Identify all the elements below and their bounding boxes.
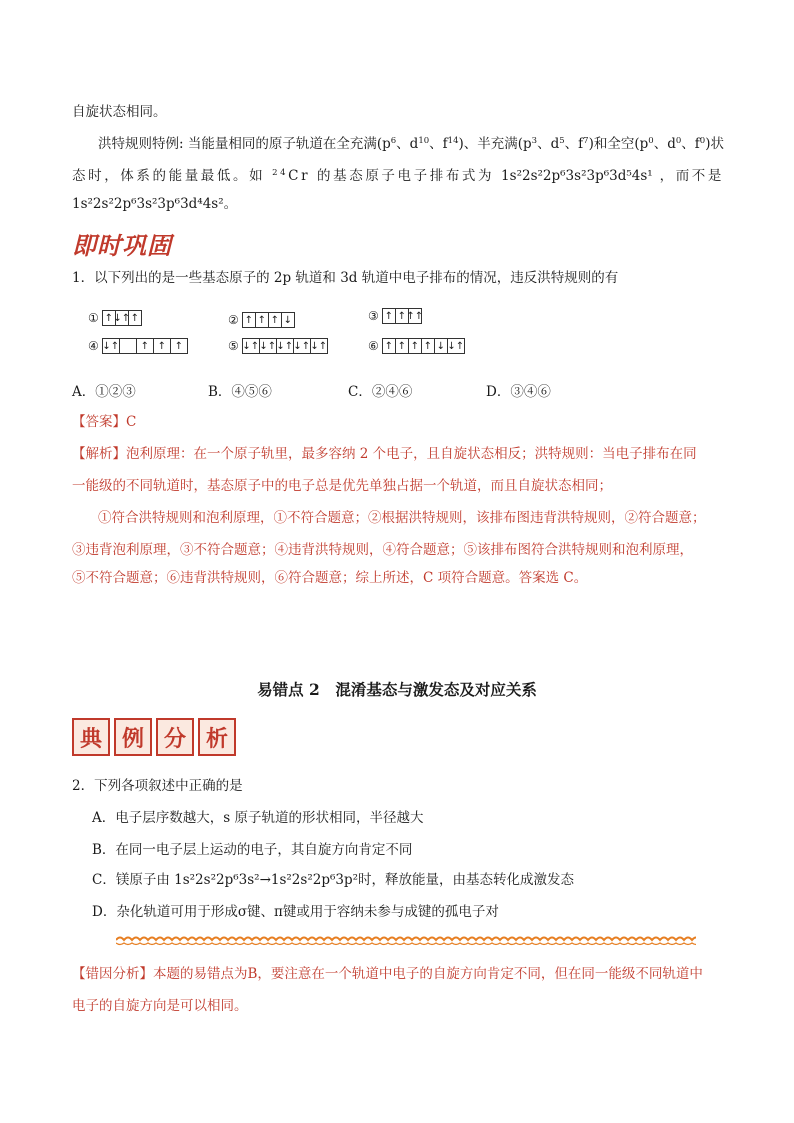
orbital-box: ↑: [154, 338, 171, 354]
orbital-box: ↑: [422, 338, 435, 354]
orbital-box: ↓↑: [260, 338, 277, 354]
diagram-number: ⑥: [368, 339, 379, 353]
q1-answer: [72, 412, 136, 432]
answer-value: C: [126, 414, 137, 430]
orbital-box: ↑: [396, 308, 409, 324]
q1-option-c: C．②④⑥: [348, 384, 413, 400]
badge-char: 分: [156, 718, 194, 756]
orbital-diagram-5: [228, 338, 328, 354]
error-analysis-label: 【错因分析】: [72, 966, 153, 982]
orbital-box: ↑: [409, 338, 422, 354]
q1-option-d: D．③④⑥: [486, 384, 551, 400]
orbital-box: ↑: [396, 338, 409, 354]
orbital-box: [120, 338, 137, 354]
orbital-box: ↑: [269, 312, 282, 328]
orbital-box: ↑: [242, 312, 256, 328]
error-analysis-line-1: 【错因分析】本题的易错点为B，要注意在一个轨道中电子的自旋方向肯定不同，但在同一能级不同轨道中: [72, 966, 703, 982]
section-2-title: 易错点 2 混淆基态与激发态及对应关系: [257, 680, 537, 699]
orbital-box: ↓↑: [277, 338, 294, 354]
badge-char: 例: [114, 718, 152, 756]
badge-char: 析: [198, 718, 236, 756]
diagram-number: ②: [228, 313, 239, 327]
orbital-diagram-6: [368, 338, 465, 354]
hund-exception-line-1: 洪特规则特例: 当能量相同的原子轨道在全充满($p^6$、$d^{10}$、$f^{14}$)、半充满($p^3$、$d^5$、$f^7$)和全空($p^0$、$d^0$、$f^0$)状: [98, 136, 724, 152]
q1-analysis-line-1: 【解析】泡利原理：在一个原子轨里，最多容纳 2 个电子，且自旋状态相反；洪特规则：当电子排布在同: [72, 446, 697, 462]
orbital-diagram-4: [88, 338, 188, 354]
orbital-diagram-3: [368, 308, 422, 324]
q2-stem: 2．下列各项叙述中正确的是: [72, 778, 243, 794]
diagram-number: ①: [88, 311, 99, 325]
orbital-box: ↑: [102, 310, 116, 326]
q1-analysis-line-3: ①符合洪特规则和泡利原理，①不符合题意；②根据洪特规则，该排布图违背洪特规则，②符合题意；: [98, 510, 706, 526]
orbital-box: ↓↑: [448, 338, 465, 354]
badge-char: 典: [72, 718, 110, 756]
error-analysis-line-2: 电子的自旋方向是可以相同。: [72, 998, 248, 1014]
wavy-divider: [116, 934, 696, 946]
q2-option-c: C．镁原子由 1s²2s²2p⁶3s²→1s²2s²2p⁶3p²时，释放能量，由基态转化成激发态: [92, 872, 575, 888]
orbital-box: ↓↑: [116, 310, 129, 326]
hund-exception-line-2: 态时，体系的能量最低。如 $^{24}$Cr 的基态原子电子排布式为 1s²2s²2p⁶3s²3p⁶3d⁵4s¹ ，而不是: [72, 168, 725, 184]
orbital-box: ↑: [382, 308, 396, 324]
orbital-box: ↑: [171, 338, 188, 354]
orbital-box: ↑: [256, 312, 269, 328]
q1-analysis-line-4: ③违背泡利原理，③不符合题意；④违背洪特规则，④符合题意；⑤该排布图符合洪特规则和泡利原理，: [72, 542, 693, 558]
q1-analysis-line-5: ⑤不符合题意；⑥违背洪特规则，⑥符合题意；综上所述，C 项符合题意。答案选 C。: [72, 570, 588, 586]
diagram-number: ⑤: [228, 339, 239, 353]
q2-option-a: A．电子层序数越大，s 原子轨道的形状相同，半径越大: [92, 810, 424, 826]
q1-option-a: A．①②③: [72, 384, 136, 400]
orbital-box: ↑↑: [409, 308, 422, 324]
answer-label: 【答案】: [72, 414, 126, 430]
orbital-box: ↑: [382, 338, 396, 354]
instant-review-badge: 即时巩固: [72, 232, 172, 260]
orbital-box: ↓: [435, 338, 448, 354]
orbital-diagram-1: [88, 310, 142, 326]
q1-analysis-line-2: 一能级的不同轨道时，基态原子中的电子总是优先单独占据一个轨道，而且自旋状态相同；: [72, 478, 612, 494]
q2-option-d: D．杂化轨道可用于形成σ键、π键或用于容纳未参与成键的孤电子对: [92, 904, 499, 920]
orbital-box: ↓↑: [242, 338, 260, 354]
orbital-box: ↑: [137, 338, 154, 354]
diagram-number: ④: [88, 339, 99, 353]
orbital-box: ↑: [129, 310, 142, 326]
diagram-number: ③: [368, 309, 379, 323]
hund-exception-line-3: 1s²2s²2p⁶3s²3p⁶3d⁴4s²。: [72, 196, 238, 212]
orbital-diagram-2: [228, 312, 295, 328]
analysis-label: 【解析】: [72, 446, 126, 462]
q1-stem: 1．以下列出的是一些基态原子的 2p 轨道和 3d 轨道中电子排布的情况，违反洪特规则的有: [72, 270, 619, 286]
q1-option-b: B．④⑤⑥: [208, 384, 272, 400]
example-analysis-badge: [72, 718, 236, 756]
intro-fragment: 自旋状态相同。: [72, 104, 167, 120]
orbital-box: ↓: [282, 312, 295, 328]
orbital-box: ↓↑: [294, 338, 311, 354]
q2-option-b: B．在同一电子层上运动的电子，其自旋方向肯定不同: [92, 842, 413, 858]
orbital-box: ↓↑: [102, 338, 120, 354]
orbital-box: ↓↑: [311, 338, 328, 354]
